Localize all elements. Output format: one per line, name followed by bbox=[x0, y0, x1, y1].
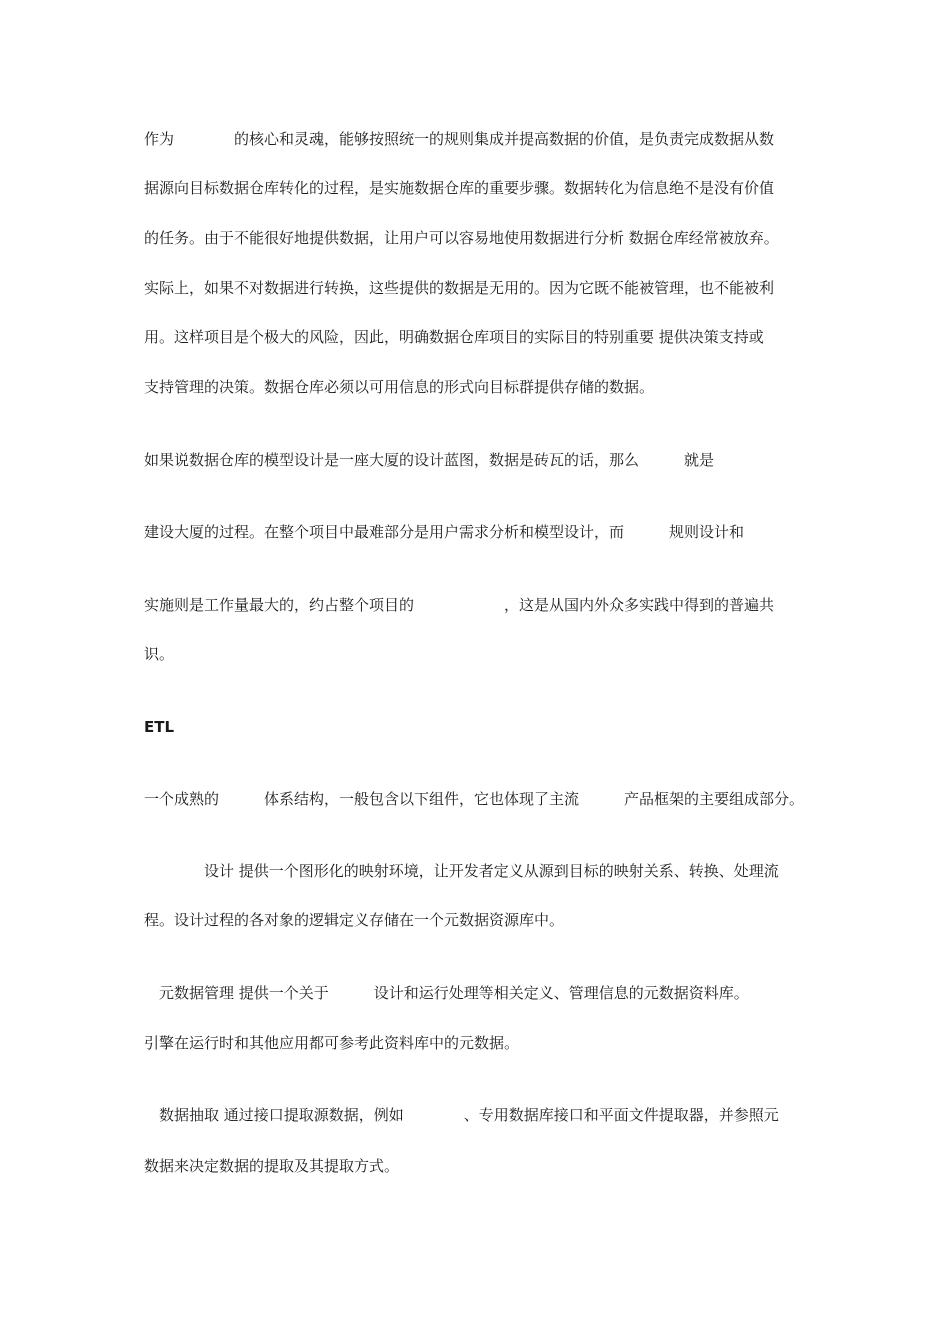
paragraph-line: 据源向目标数据仓库转化的过程，是实施数据仓库的重要步骤。数据转化为信息绝不是没有价值 bbox=[144, 179, 775, 197]
paragraph-line: 引擎在运行时和其他应用都可参考此资料库中的元数据。 bbox=[144, 1034, 520, 1052]
paragraph-line: 建设大厦的过程。在整个项目中最难部分是用户需求分析和模型设计，而 规则设计和 bbox=[144, 523, 745, 541]
paragraph-line: 支持管理的决策。数据仓库必须以可用信息的形式向目标群提供存储的数据。 bbox=[144, 378, 655, 396]
paragraph-line: 作为 的核心和灵魂，能够按照统一的规则集成并提高数据的价值，是负责完成数据从数 bbox=[144, 130, 775, 148]
paragraph-line: 程。设计过程的各对象的逻辑定义存储在一个元数据资源库中。 bbox=[144, 911, 565, 929]
paragraph-line: 数据抽取 通过接口提取源数据，例如 、专用数据库接口和平面文件提取器，并参照元 bbox=[144, 1106, 779, 1124]
paragraph-line: 如果说数据仓库的模型设计是一座大厦的设计蓝图，数据是砖瓦的话，那么 就是 bbox=[144, 451, 715, 469]
paragraph-line: 设计 提供一个图形化的映射环境，让开发者定义从源到目标的映射关系、转换、处理流 bbox=[144, 862, 779, 880]
paragraph-line: 的任务。由于不能很好地提供数据，让用户可以容易地使用数据进行分析 数据仓库经常被放弃。 bbox=[144, 229, 779, 247]
paragraph-line: 元数据管理 提供一个关于 设计和运行处理等相关定义、管理信息的元数据资料库。 bbox=[144, 984, 749, 1002]
paragraph-line: 用。这样项目是个极大的风险，因此，明确数据仓库项目的实际目的特别重要 提供决策支持或 bbox=[144, 328, 764, 346]
paragraph-line: 数据来决定数据的提取及其提取方式。 bbox=[144, 1157, 400, 1175]
paragraph-line: 识。 bbox=[144, 645, 175, 663]
paragraph-line: 实施则是工作量最大的，约占整个项目的 ，这是从国内外众多实践中得到的普遍共 bbox=[144, 596, 775, 614]
section-heading: ETL bbox=[144, 718, 175, 736]
paragraph-line: 一个成熟的 体系结构，一般包含以下组件，它也体现了主流 产品框架的主要组成部分。 bbox=[144, 790, 805, 808]
paragraph-line: 实际上，如果不对数据进行转换，这些提供的数据是无用的。因为它既不能被管理，也不能被利 bbox=[144, 279, 775, 297]
